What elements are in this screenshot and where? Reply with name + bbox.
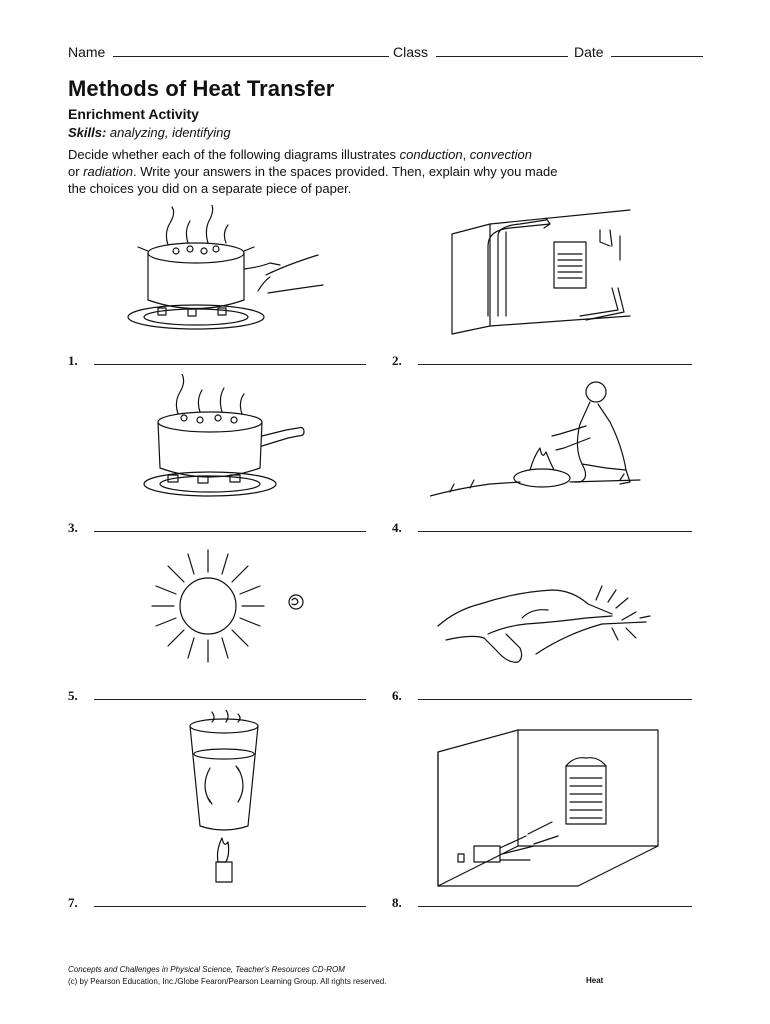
answer-line-5[interactable] xyxy=(94,699,366,700)
answer-line-7[interactable] xyxy=(94,906,366,907)
date-input-line[interactable] xyxy=(611,44,703,57)
term-conduction: conduction xyxy=(399,147,463,162)
name-input-line[interactable] xyxy=(113,44,389,57)
date-label: Date xyxy=(574,44,604,60)
class-field xyxy=(393,44,568,60)
answer-line-4[interactable] xyxy=(418,531,692,532)
skills-text: analyzing, identifying xyxy=(109,125,231,140)
answer-line-3[interactable] xyxy=(94,531,366,532)
instructions-text-2: . Write your answers in the spaces provided. Then, explain why you made the choices you did on a separate piece of paper. xyxy=(68,164,558,196)
question-1-number: 1. xyxy=(68,353,78,368)
instructions-text: Decide whether each of the following diagrams illustrates xyxy=(68,147,400,162)
question-2-number: 2. xyxy=(392,353,402,368)
question-8-number: 8. xyxy=(392,895,402,910)
hand-near-heat-icon xyxy=(436,574,656,674)
class-label: Class xyxy=(393,44,429,60)
term-radiation: radiation xyxy=(83,164,134,179)
instructions-comma: , xyxy=(462,147,470,162)
pot-on-stove-hand-on-handle-icon xyxy=(118,205,328,335)
room-with-heater-icon xyxy=(434,722,662,892)
footer xyxy=(68,964,386,988)
person-at-campfire-icon xyxy=(430,378,650,503)
question-5-number: 5. xyxy=(68,688,78,703)
skills-line xyxy=(68,125,231,140)
footer-page-label: Heat xyxy=(586,976,604,985)
footer-source: Concepts and Challenges in Physical Science, Teacher's Resources CD-ROM xyxy=(68,965,345,974)
question-3-number: 3. xyxy=(68,520,78,535)
skills-label: Skills: xyxy=(68,125,107,140)
question-4-number: 4. xyxy=(392,520,402,535)
answer-line-8[interactable] xyxy=(418,906,692,907)
term-convection: convection xyxy=(469,147,532,162)
instructions xyxy=(68,146,568,197)
question-7-number: 7. xyxy=(68,895,78,910)
class-input-line[interactable] xyxy=(436,44,568,57)
answer-line-6[interactable] xyxy=(418,699,692,700)
pot-on-stove-icon xyxy=(138,374,308,504)
page-title: Methods of Heat Transfer xyxy=(68,76,335,101)
name-field xyxy=(68,44,389,60)
question-6-number: 6. xyxy=(392,688,402,703)
name-label: Name xyxy=(68,44,106,60)
room-air-currents-heater-icon xyxy=(450,206,640,336)
answer-line-1[interactable] xyxy=(94,364,366,365)
date-field xyxy=(574,44,703,60)
beaker-over-flame-icon xyxy=(176,710,276,885)
answer-line-2[interactable] xyxy=(418,364,692,365)
page-subtitle: Enrichment Activity xyxy=(68,106,199,122)
sun-and-earth-icon xyxy=(138,542,308,672)
footer-copyright: (c) by Pearson Education, Inc./Globe Fearon/Pearson Learning Group. All rights reserved. xyxy=(68,977,387,986)
instructions-or: or xyxy=(68,164,84,179)
